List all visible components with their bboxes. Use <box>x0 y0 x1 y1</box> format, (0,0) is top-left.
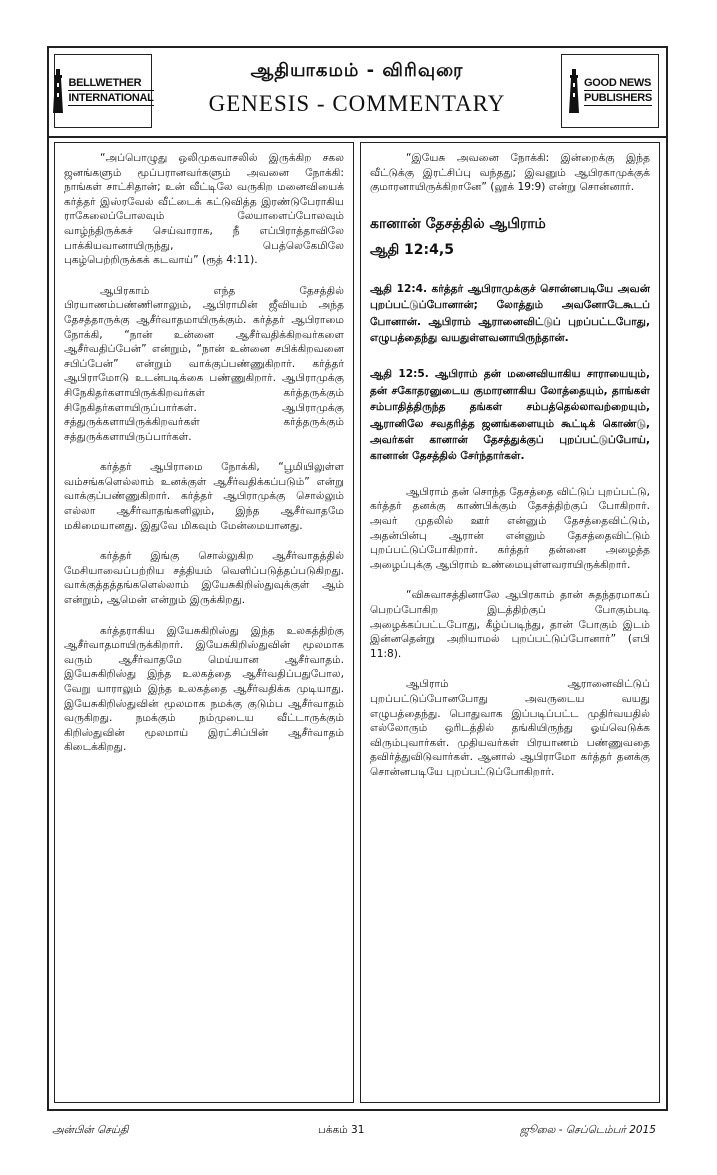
verse: ஆதி 12:5. ஆபிராம் தன் மனைவியாகிய சாராயையும், தன் சகோதரனுடைய குமாரனாகிய லோத்தையும், தாங்கள் சம்பாதித்திருந்த தங்கள் சம்பத்தெல்லாவற்றையும், ஆரானிலே சவதரித்த ஜனங்களையும் கூட்டிக் கொண்டு, அவர்கள் கானான் தேசத்துக்குப் புறப்பட்டுப்போய், கானான் தேசத்தில் சேர்ந்தார்கள். <box>370 368 650 463</box>
logo-line-1: BELLWETHER <box>68 76 153 91</box>
logo-line-2: INTERNATIONAL <box>68 92 154 104</box>
paragraph: “அப்பொழுது ஒலிமுகவாசலில் இருக்கிற சகல ஜனங்களும் மூப்பரானவர்களும் அவனை நோக்கி: நாங்கள் சாட்சிதான்; உன் வீட்டிலே வருகிற மனைவியைக் கர்த்தர் இஸ்ரவேல் வீட்டைக் கட்டுவித்த இரண்டுபேராகிய ராகேலைப்போலவும் லேயாளைப்போலவும் வாழ்ந்திருக்கச் செய்வாராக, நீ எப்பிராத்தாவிலே பாக்கியவானாயிருந்து, பெத்லெகேமிலே புகழ்பெற்றிருக்கக் கடவாய்” (ரூத் 4:11). <box>64 152 344 267</box>
tower-icon <box>52 69 64 113</box>
right-column <box>360 142 660 1103</box>
footer-issue-date: ஜூலை - செப்டெம்பர் 2015 <box>520 1124 656 1136</box>
logo-line-2: PUBLISHERS <box>584 92 652 104</box>
title-tamil: ஆதியாகமம் - விரிவுரை <box>250 60 464 81</box>
title-box <box>159 54 555 128</box>
header <box>49 48 666 138</box>
footer-magazine-name: அன்பின் செய்தி <box>52 1124 129 1136</box>
heading-line: கானான் தேசத்தில் ஆபிராம் <box>370 215 546 232</box>
left-column <box>54 142 354 1103</box>
paragraph: “விசுவாசத்தினாலே ஆபிரகாம் தான் சுதந்தரமாகப் பெறப்போகிற இடத்திற்குப் போகும்படி அழைக்கப்பட்டபோது, கீழ்ப்படிந்து, தான் போகும் இடம் இன்னதென்று அறியாமல் புறப்பட்டுப்போனார்” (எபி 11:8). <box>370 589 650 660</box>
bellwether-logo <box>54 54 152 128</box>
footer-page-number: பக்கம் 31 <box>318 1124 365 1136</box>
section-heading <box>370 211 650 263</box>
title-english: GENESIS - COMMENTARY <box>208 91 506 116</box>
paragraph: “இயேசு அவனை நோக்கி: இன்றைக்கு இந்த வீட்டுக்கு இரட்சிப்பு வந்தது; இவனும் ஆபிரகாமுக்குக் குமாரனாயிருக்கிறானே” (லூக் 19:9) என்று சொன்னார். <box>370 152 650 194</box>
paragraph: கர்த்தராகிய இயேசுகிறிஸ்து இந்த உலகத்திற்கு ஆசீர்வாதமாயிருக்கிறார். இயேசுகிறிஸ்துவின் மூலமாக வரும் ஆசீர்வாதமே மெய்யான ஆசீர்வாதம். இயேசுகிறிஸ்து இந்த உலகத்தை ஆசீர்வதிப்பதுபோல, வேறு யாராலும் இந்த உலகத்தை ஆசீர்வதிக்க முடியாது. இயேசுகிறிஸ்துவின் மூலமாக நமக்கு குடும்ப ஆசீர்வாதம் வருகிறது. நமக்கும் நம்முடைய வீட்டாருக்கும் கிறிஸ்துவின் மூலமாய் இரட்சிப்பின் ஆசீர்வாதம் கிடைக்கிறது. <box>64 624 344 754</box>
heading-reference: ஆதி 12:4,5 <box>370 241 454 258</box>
paragraph: ஆபிராம் ஆரானைவிட்டுப் புறப்பட்டுப்போனபோது அவருடைய வயது எழுபத்தைந்து. பொதுவாக இப்படிப்பட்ட முதிர்வயதில் எல்லோரும் ஒரிடத்தில் தங்கியிருந்து ஓய்வெடுக்க விரும்புவார்கள். முதியவர்கள் பிரயாணம் பண்ணுவதை தவிர்த்துவிடுவார்கள். ஆனால் ஆபிராமோ கர்த்தர் தனக்கு சொன்னபடியே புறப்பட்டுப்போகிறார். <box>370 678 650 778</box>
paragraph: ஆபிராம் தன் சொந்த தேசத்தை விட்டுப் புறப்பட்டு, கர்த்தர் தனக்கு காண்பிக்கும் தேசத்திற்குப் போகிறார். அவர் முதலில் ஊர் என்னும் தேசத்தைவிட்டும், அதன்பின்பு ஆரான் என்னும் தேசத்தைவிட்டும் புறப்பட்டுப்போகிறார். கர்த்தர் தன்னை அழைத்த அழைப்புக்கு ஆபிராம் உண்மையுள்ளவராயிருக்கிறார். <box>370 485 650 571</box>
logo-line-1: GOOD NEWS <box>584 77 652 89</box>
good-news-logo <box>561 54 659 128</box>
tower-icon <box>568 69 580 113</box>
paragraph: கர்த்தர் இங்கு சொல்லுகிற ஆசீர்வாதத்தில் மேசியாவைப்பற்றிய சத்தியம் வெளிப்படுத்தப்படுகிறது. வாக்குத்தத்தங்களெல்லாம் இயேசுகிறிஸ்துவுக்குள் ஆம் என்றும், ஆமென் என்றும் இருக்கிறது. <box>64 550 344 607</box>
paragraph: கர்த்தர் ஆபிராமை நோக்கி, “பூமியிலுள்ள வம்சங்களெல்லாம் உனக்குள் ஆசீர்வதிக்கப்படும்” என்று வாக்குப்பண்ணுகிறார். கர்த்தர் ஆபிராமுக்கு சொல்லும் எல்லா ஆசீர்வாதங்களிலும், இந்த ஆசீர்வாதமே மகிமையானது. இதுவே மிகவும் மேன்மையானது. <box>64 461 344 532</box>
page-frame <box>47 46 668 1111</box>
verse: ஆதி 12:4. கர்த்தர் ஆபிராமுக்குச் சொன்னபடியே அவன் புறப்பட்டுப்போனான்; லோத்தும் அவனோடேகூடப் போனான். ஆபிராம் ஆரானைவிட்டுப் புறப்பட்டபோது, எழுபத்தைந்து வயதுள்ளவனாயிருந்தான். <box>370 282 650 344</box>
paragraph: ஆபிரகாம் எந்த தேசத்தில் பிரயாணம்பண்ணினாலும், ஆபிராமின் ஜீவியம் அந்த தேசத்தாருக்கு ஆசீர்வாதமாயிருக்கும். கர்த்தர் ஆபிராமை நோக்கி, “நான் உன்னை ஆசீர்வதிக்கிறவர்களை ஆசீர்வதிப்பேன்” என்றும், “நான் உன்னை சபிக்கிறவனை சபிப்பேன்” என்றும் வாக்குப்பண்ணுகிறார். கர்த்தர் ஆபிராமோடு உடன்படிக்கை பண்ணுகிறார். ஆபிராமுக்கு சிநேகிதர்களாயிருக்கிறவர்கள் கர்த்தருக்கும் சிநேகிதர்களாயிருப்பார்கள். ஆபிராமுக்கு சத்துருக்களாயிருக்கிறவர்கள் கர்த்தருக்கும் சத்துருக்களாயிருப்பார்கள். <box>64 284 344 443</box>
